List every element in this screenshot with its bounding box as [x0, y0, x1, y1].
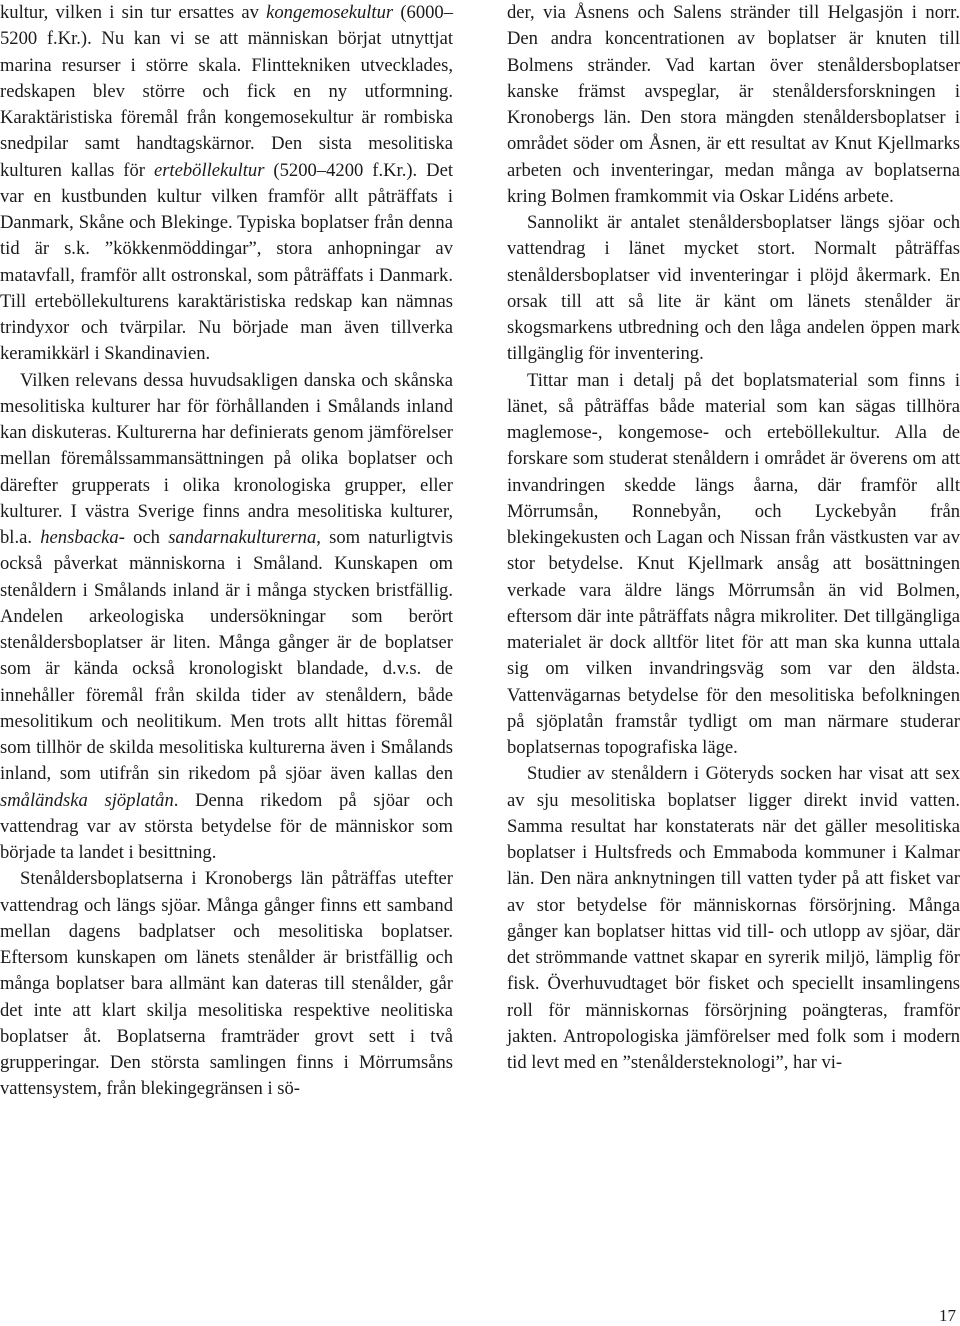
- paragraph: [507, 761, 960, 1076]
- right-column: [507, 0, 960, 1076]
- paragraph: [0, 0, 453, 368]
- italic-term: kongemosekultur: [266, 2, 394, 23]
- paragraph: [507, 368, 960, 762]
- text-run: (6000–5200 f.Kr.). Nu kan vi se att människan börjat utnyttjat marina resurser i större skala. Flinttekniken utvecklades, redskapen blev större och fick en ny utformning. Karaktäristiska föremål från kongemosekultur är rombiska snedpilar samt handtagskärnor. Den sista mesolitiska kulturen kallas för: [0, 2, 454, 181]
- text-run: Studier av stenåldern i Göteryds socken har visat att sex av sju mesolitiska boplatser ligger direkt invid vatten. Samma resultat har konstaterats när det gäller mesolitiska boplatser i Hultsfreds och Emmaboda kommuner i Kalmar län. Den nära anknytningen till vatten tyder på att fisket var av stor betydelse för människornas försörjning. Många gånger kan boplatser hittas vid till- och utlopp av sjöar, där det strömmande vattnet skapar en syrerik miljö, lämplig för fisk. Överhuvudtaget bör fisket och speciellt insamlingens roll för människornas försörjning poängteras, framför jakten. Antropologiska jämförelser med folk som i modern tid levt med en ”stenåldersteknologi”, har vi-: [507, 763, 960, 1073]
- paragraph: [507, 210, 960, 368]
- text-run: Tittar man i detalj på det boplatsmaterial som finns i länet, så påträffas både material som kan sägas tillhöra maglemose-, kongemose- och erteböllekultur. Alla de forskare som studerat stenåldern i området är överens om att invandringen skedde längs åarna, där framför allt Mörrumsån, Ronnebyån, och Lyckebyån från blekingekusten och Lagan och Nissan från västkusten var av stor betydelse. Knut Kjellmark ansåg att bosättningen verkade vara äldre längs Mörrumsån än vid Bolmen, eftersom där inte påträffats några mikroliter. Det tillgängliga materialet är dock alltför litet för att man ska kunna uttala sig om vilken invandringsväg som var den äldsta. Vattenvägarnas betydelse för den mesolitiska befolkningen på sjöplatån framstår tydligt om man närmare studerar boplatsernas topografiska läge.: [507, 369, 960, 758]
- text-run: . Denna rikedom på sjöar och vattendrag var av största betydelse för de människor som började ta landet i besittning.: [0, 789, 454, 863]
- paragraph: [507, 0, 960, 210]
- paragraph: [0, 866, 453, 1102]
- left-column: [0, 0, 453, 1103]
- paragraph: [0, 368, 453, 867]
- italic-term: småländska sjöplatån: [0, 789, 174, 811]
- text-run: (5200–4200 f.Kr.). Det var en kustbunden kultur vilken framför allt påträffats i Danmark, Skåne och Blekinge. Typiska boplatser från denna tid är s.k. ”kökkenmöddingar”, stora anhopningar av matavfall, framför allt ostronskal, som påträffats i Danmark. Till erteböllekulturens karaktäristiska redskap kan nämnas trindyxor och tvärpilar. Nu började man även tillverka keramikkärl i Skandinavien.: [0, 159, 453, 365]
- page-number: 17: [939, 1306, 956, 1325]
- text-run: Stenåldersboplatserna i Kronobergs län påträffas utefter vattendrag och längs sjöar. Många gånger finns ett samband mellan dagens badplatser och mesolitiska boplatser. Eftersom kunskapen om länets stenålder är bristfällig och många boplatser bara allmänt kan dateras till stenålder, går det inte att klart skilja mesolitiska respektive neolitiska boplatser åt. Boplatserna framträder grovt sett i två grupperingar. Den största samlingen finns i Mörrumsåns vattensystem, från blekingegränsen i sö-: [0, 868, 453, 1100]
- italic-term: hensbacka: [40, 527, 119, 548]
- text-run: Vilken relevans dessa huvudsakligen danska och skånska mesolitiska kulturer har för förhållanden i Smålands inland kan diskuteras. Kulturerna har definierats genom jämförelser mellan föremålssammansättningen på olika boplatser och därefter grupperats i olika kronologiska grupper, eller kulturer. I västra Sverige finns andra mesolitiska kulturer, bl.a.: [0, 369, 453, 548]
- text-run: Sannolikt är antalet stenåldersboplatser längs sjöar och vattendrag i länet mycket stort. Normalt påträffas stenåldersboplatser vid inventeringar i plöjd åkermark. En orsak till att så lite är känt om länets stenålder är skogsmarkens utbredning och den låga andelen öppen mark tillgänglig för inventering.: [507, 212, 960, 365]
- italic-term: erteböllekultur: [153, 159, 265, 181]
- text-run: kultur, vilken i sin tur ersattes av: [0, 2, 267, 23]
- italic-term: sandarnakulturerna: [168, 527, 317, 548]
- text-run: , som naturligtvis också påverkat människorna i Småland. Kunskapen om stenåldern i Smålands inland är i många stycken bristfällig. Andelen arkeologiska undersökningar som berört stenåldersboplatser är liten. Många gånger är de boplatser som är kända också kronologiskt blandade, d.v.s. de innehåller föremål från skilda tider av stenåldern, både mesolitikum och neolitikum. Men trots allt hittas föremål som tillhör de skilda mesolitiska kulturerna även i Smålands inland, som utifrån sin rikedom på sjöar även kallas den: [0, 527, 454, 785]
- text-run: der, via Åsnens och Salens stränder till Helgasjön i norr. Den andra koncentrationen av boplatser är knuten till Bolmens stränder. Vad kartan över stenåldersboplatser kanske främst avspeglar, är stenåldersforskningen i Kronobergs län. Den stora mängden stenåldersboplatser i området söder om Åsnen, är ett resultat av Knut Kjellmarks arbeten och inventeringar, medan många av boplatserna kring Bolmen framkommit via Oskar Lidéns arbete.: [507, 2, 960, 207]
- text-run: - och: [118, 527, 169, 548]
